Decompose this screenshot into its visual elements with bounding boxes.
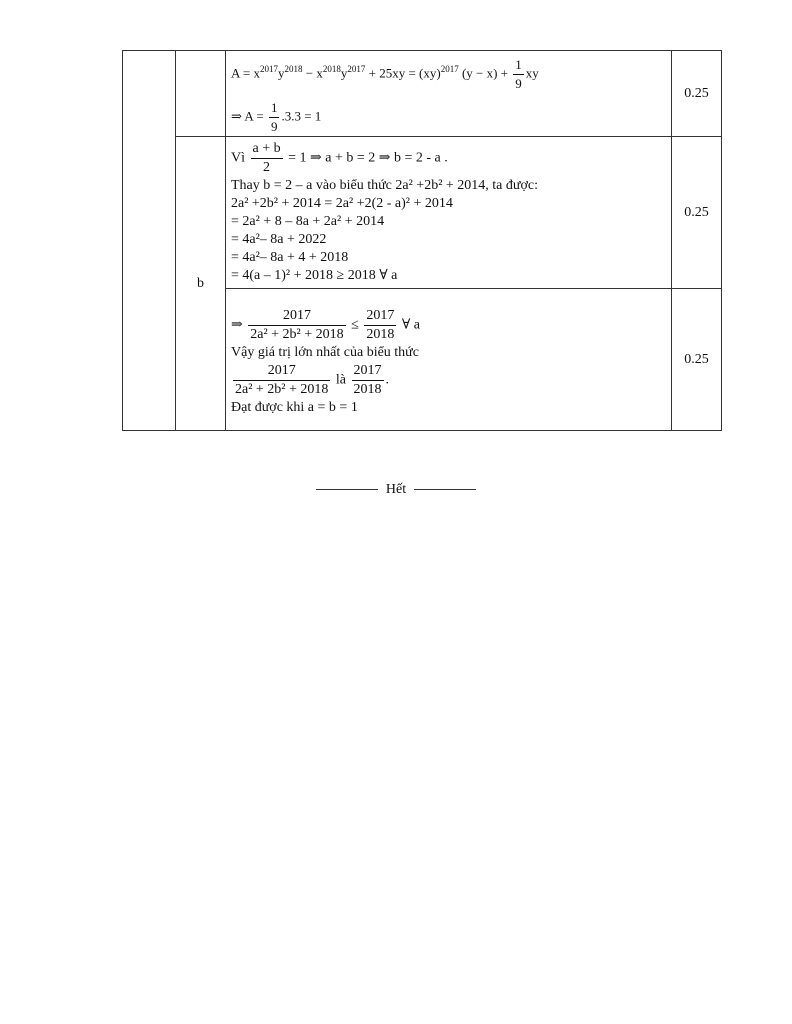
exponent: 2017 [260,64,279,75]
exponent: 2018 [284,64,303,75]
denominator: 9 [515,76,522,91]
score-cell: 0.25 [672,51,722,137]
line: = 4(a – 1)² + 2018 ≥ 2018 ∀ a [231,268,398,283]
fraction [352,362,384,399]
line: 2a² +2b² + 2014 = 2a² +2(2 - a)² + 2014 [231,196,453,211]
line: = 2a² + 8 – 8a + 2a² + 2014 [231,214,385,229]
denominator: 2a² + 2b² + 2018 [235,382,329,397]
expr-text: A = x [231,65,261,81]
expr-text: = 1 ⇒ a + b = 2 ⇒ b = 2 - a . [288,150,448,166]
solution-cell [226,51,672,137]
expr-text: xy [525,65,539,81]
expr-text: y [278,65,285,81]
expr-text: ⇒ [231,317,243,333]
expr-text: (y − x) + [458,65,509,81]
expr-text: ≤ [351,317,359,333]
expr-text: Vì [231,150,245,166]
denominator: 2018 [366,327,395,342]
solution-cell [226,137,672,289]
denominator: 2 [263,160,271,175]
part-cell [176,51,226,137]
question-cell [123,51,176,431]
score-cell: 0.25 [672,137,722,289]
numerator: a + b [251,140,283,159]
exponent: 2017 [347,64,366,75]
part-label: b [176,137,226,431]
solution-text [226,289,671,417]
table-row [123,137,722,289]
numerator: 1 [269,99,280,118]
fraction [364,307,396,344]
numerator: 1 [513,56,524,75]
expr-text: + 25xy = (xy) [365,65,441,81]
line: = 4a²– 8a + 2022 [231,232,327,247]
table-row [123,51,722,137]
answer-table [122,50,722,431]
expr-text: .3.3 = 1 [281,108,322,124]
numerator: 2017 [248,307,345,326]
end-text: Hết [385,482,407,497]
fraction [248,307,345,344]
denominator: 2018 [353,382,382,397]
fraction [233,362,330,399]
numerator: 2017 [352,362,384,381]
line: = 4a²– 8a + 4 + 2018 [231,250,349,265]
expr-text: y [340,65,348,81]
denominator: 9 [270,119,278,134]
denominator: 2a² + 2b² + 2018 [250,327,344,342]
fraction [251,140,283,177]
expr-text: − x [302,65,323,81]
fraction [269,99,280,136]
solution-text [226,137,671,285]
expr-text: là [335,372,347,388]
line: Đạt được khi a = b = 1 [231,400,358,415]
fraction [513,56,524,93]
divider [316,489,378,490]
expr-text: ∀ a [401,317,420,333]
numerator: 2017 [364,307,396,326]
exponent: 2018 [322,64,341,75]
solution-text [226,51,671,136]
expr-text: . [385,372,390,388]
end-marker [0,482,792,498]
line: Thay b = 2 – a vào biểu thức 2a² +2b² + 2014, ta được: [231,178,538,193]
line: Vậy giá trị lớn nhất của biểu thức [231,345,419,360]
exponent: 2017 [440,64,459,75]
numerator: 2017 [233,362,330,381]
divider [414,489,476,490]
expr-text: ⇒ A = [231,108,264,124]
score-cell: 0.25 [672,289,722,431]
solution-cell [226,289,672,431]
